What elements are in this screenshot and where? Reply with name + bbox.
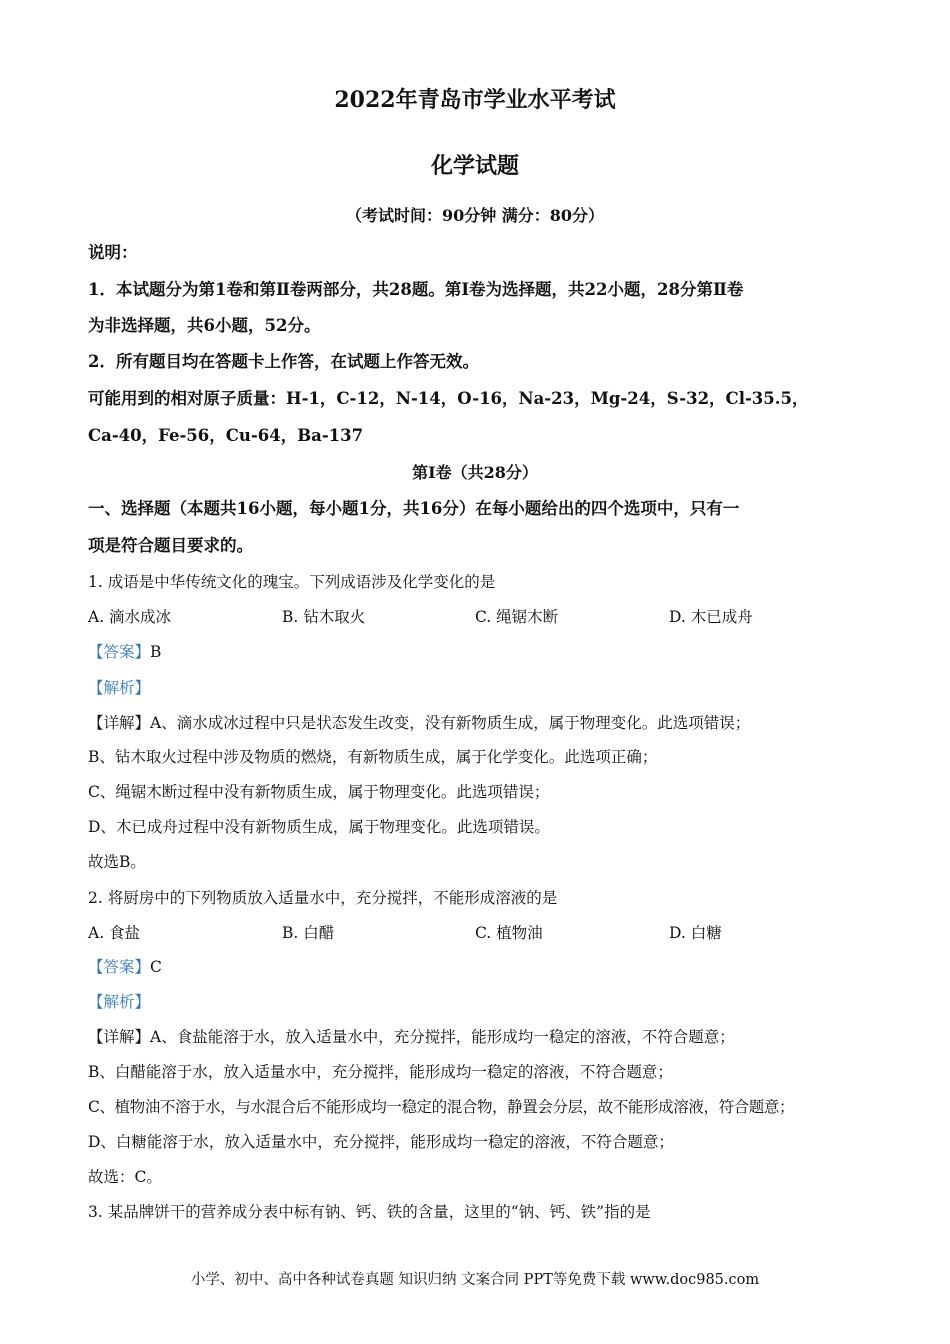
option-b: B. 钻木取火	[282, 608, 366, 626]
option-d: D. 白糖	[669, 924, 722, 942]
option-b: B. 白醋	[282, 924, 335, 942]
detail-text: A、食盐能溶于水，放入适量水中，充分搅拌，能形成均一稳定的溶液，不符合题意；	[150, 1028, 735, 1046]
question-1-answer	[88, 642, 161, 662]
option-a: A. 食盐	[88, 924, 141, 942]
question-2-analysis-tag: 【解析】	[88, 993, 151, 1011]
detail-tag: 【详解】	[88, 714, 151, 732]
atomic-mass-line-1: 可能用到的相对原子质量：H-1，C-12，N-14，O-16，Na-23，Mg-24，S-32，Cl-35.5，	[88, 389, 809, 408]
detail-tag: 【详解】	[88, 1028, 151, 1046]
answer-tag: 【答案】	[88, 643, 151, 661]
instruction-item-1-line-1: 1．本试题分为第1卷和第Ⅱ卷两部分，共28题。第I卷为选择题，共22小题，28分第Ⅱ卷	[88, 280, 744, 299]
instruction-item-1-line-2: 为非选择题，共6小题，52分。	[88, 316, 321, 335]
part-heading-line-2: 项是符合题目要求的。	[88, 536, 253, 555]
volume-title: 第I卷（共28分）	[412, 463, 538, 482]
question-1-conclusion: 故选B。	[88, 853, 146, 871]
question-1-stem: 1. 成语是中华传统文化的瑰宝。下列成语涉及化学变化的是	[88, 573, 496, 591]
question-2-answer	[88, 957, 162, 977]
question-1-detail-line-4: D、木已成舟过程中没有新物质生成，属于物理变化。此选项错误。	[88, 818, 550, 836]
part-heading-line-1: 一、选择题（本题共16小题，每小题1分，共16分）在每小题给出的四个选项中，只有一	[88, 499, 740, 518]
question-1-detail-line-2: B、钻木取火过程中涉及物质的燃烧，有新物质生成，属于化学变化。此选项正确；	[88, 748, 658, 766]
answer-tag: 【答案】	[88, 958, 151, 976]
question-2-conclusion: 故选：C。	[88, 1168, 162, 1186]
option-c: C. 植物油	[475, 924, 543, 942]
question-2-detail-line-4: D、白糖能溶于水，放入适量水中，充分搅拌，能形成均一稳定的溶液，不符合题意；	[88, 1133, 674, 1151]
question-1-options	[88, 607, 868, 627]
answer-value: B	[150, 643, 162, 661]
answer-value: C	[150, 958, 162, 976]
question-3-stem: 3. 某品牌饼干的营养成分表中标有钠、钙、铁的含量，这里的“钠、钙、铁”指的是	[88, 1203, 651, 1221]
instruction-item-2: 2．所有题目均在答题卡上作答，在试题上作答无效。	[88, 352, 479, 371]
exam-info: （考试时间：90分钟 满分：80分）	[345, 206, 605, 225]
option-c: C. 绳锯木断	[475, 608, 559, 626]
question-2-detail-line-3: C、植物油不溶于水，与水混合后不能形成均一稳定的混合物，静置会分层，故不能形成溶液，符合题意；	[88, 1098, 795, 1116]
question-1-detail-line-3: C、绳锯木断过程中没有新物质生成，属于物理变化。此选项错误；	[88, 783, 550, 801]
question-2-options	[88, 923, 868, 943]
detail-text: A、滴水成冰过程中只是状态发生改变，没有新物质生成，属于物理变化。此选项错误；	[150, 714, 751, 732]
option-d: D. 木已成舟	[669, 608, 753, 626]
question-2-detail-line-2: B、白醋能溶于水，放入适量水中，充分搅拌，能形成均一稳定的溶液，不符合题意；	[88, 1063, 673, 1081]
question-2-detail-line-1	[88, 1027, 735, 1047]
option-a: A. 滴水成冰	[88, 608, 172, 626]
atomic-mass-line-2: Ca-40，Fe-56，Cu-64，Ba-137	[88, 426, 364, 445]
page-footer: 小学、初中、高中各种试卷真题 知识归纳 文案合同 PPT等免费下载 www.doc985.com	[190, 1272, 760, 1288]
exam-title: 2022年青岛市学业水平考试	[334, 87, 616, 113]
question-1-detail-line-1	[88, 713, 750, 733]
question-2-stem: 2. 将厨房中的下列物质放入适量水中，充分搅拌，不能形成溶液的是	[88, 889, 558, 907]
subject-title: 化学试题	[430, 153, 519, 179]
question-1-analysis-tag: 【解析】	[88, 679, 151, 697]
instructions-heading: 说明：	[88, 243, 138, 262]
